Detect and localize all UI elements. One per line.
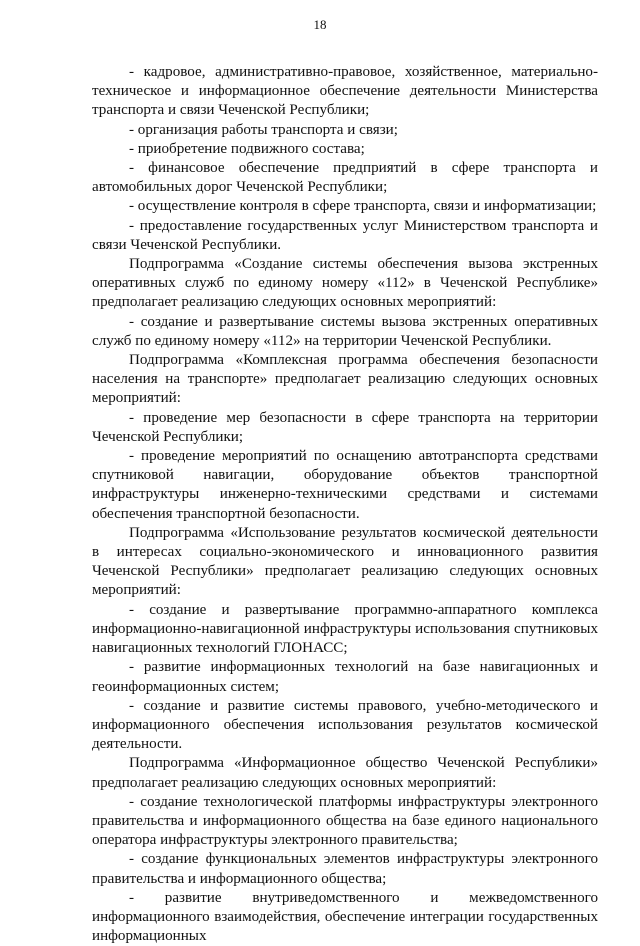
list-item: - организация работы транспорта и связи; (129, 121, 398, 138)
list-item: - создание и развертывание программно-аппаратного комплекса информационно-навигационной инфраструктуры использования спутниковых навигационных технологий ГЛОНАСС; (92, 601, 598, 657)
list-item: - создание и развертывание системы вызова экстренных оперативных служб по единому номеру «112» на территории Чеченской Республики. (92, 313, 598, 349)
list-item: - создание функциональных элементов инфраструктуры электронного правительства и информационного общества; (92, 851, 598, 887)
list-item: - приобретение подвижного состава; (129, 140, 365, 157)
paragraph: Подпрограмма «Создание системы обеспечения вызова экстренных оперативных служб по единому номеру «112» в Чеченской Республике» предполагает реализацию следующих основных мероприятий: (92, 256, 598, 311)
paragraph: Подпрограмма «Использование результатов космической деятельности в интересах социально-экономического и инновационного развития Чеченской Республики» предполагает реализацию следующих основных мероприятий: (92, 524, 598, 599)
list-item: - кадровое, административно-правовое, хозяйственное, материально-техническое и информационное обеспечение деятельности Министерства транспорта и связи Чеченской Республики; (92, 64, 598, 119)
list-item: - осуществление контроля в сфере транспорта, связи и информатизации; (129, 198, 597, 215)
list-item: - проведение мер безопасности в сфере транспорта на территории Чеченской Республики; (92, 409, 598, 445)
list-item: - финансовое обеспечение предприятий в сфере транспорта и автомобильных дорог Чеченской Республики; (92, 160, 598, 196)
list-item: - предоставление государственных услуг Министерством транспорта и связи Чеченской Республики. (92, 217, 598, 253)
list-item: - создание и развитие системы правового, учебно-методического и информационного обеспечения использования результатов космической деятельности. (92, 697, 598, 753)
list-item: - развитие внутриведомственного и межведомственного информационного взаимодействия, обеспечение интеграции государственных информационных (92, 889, 598, 945)
list-item: - проведение мероприятий по оснащению автотранспорта средствами спутниковой навигации, оборудование объектов транспортной инфраструктуры инженерно-техническими средствами и системами обеспечения транспортной безопасности. (92, 448, 598, 522)
paragraph: Подпрограмма «Информационное общество Чеченской Республики» предполагает реализацию следующих основных мероприятий: (92, 755, 598, 791)
list-item: - развитие информационных технологий на базе навигационных и геоинформационных систем; (92, 659, 598, 695)
list-item: - создание технологической платформы инфраструктуры электронного правительства и информационного общества на базе единого национального оператора инфраструктуры электронного правительства; (92, 793, 598, 849)
paragraph: Подпрограмма «Комплексная программа обеспечения безопасности населения на транспорте» предполагает реализацию следующих основных мероприятий: (92, 352, 598, 407)
page-number: 18 (313, 17, 327, 32)
document-body (92, 63, 598, 946)
